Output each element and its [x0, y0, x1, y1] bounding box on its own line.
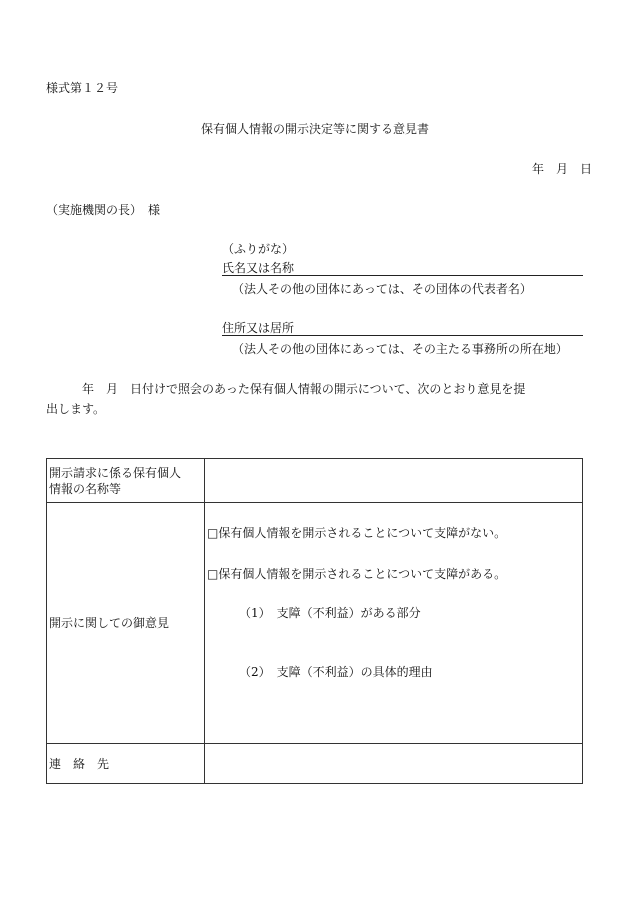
form-number: 様式第１２号	[46, 81, 119, 95]
table-row	[47, 744, 583, 784]
hindrance-option[interactable]: □保有個人情報を開示されることについて支障がある。	[207, 567, 507, 581]
table-row	[47, 459, 583, 503]
contact-value[interactable]	[205, 744, 583, 784]
contact-label: 連 絡 先	[47, 744, 205, 784]
date-line: 年 月 日	[531, 162, 592, 176]
name-note: （法人その他の団体にあっては、その団体の代表者名）	[232, 282, 532, 296]
address-note: （法人その他の団体にあっては、その主たる事務所の所在地）	[232, 342, 568, 356]
request-info-label-line2: 情報の名称等	[49, 481, 122, 496]
hindrance-part-label: （1） 支障（不利益）がある部分	[239, 606, 421, 620]
hindrance-reason-label: （2） 支障（不利益）の具体的理由	[239, 665, 433, 679]
document-title: 保有個人情報の開示決定等に関する意見書	[200, 122, 429, 136]
name-underline	[222, 275, 583, 276]
no-hindrance-option[interactable]: □保有個人情報を開示されることについて支障がない。	[207, 526, 507, 540]
address-label: 住所又は居所	[222, 321, 295, 335]
body-text-line1: 年 月 日付けで照会のあった保有個人情報の開示について、次のとおり意見を提	[46, 382, 526, 396]
request-info-label	[47, 459, 205, 503]
opinion-cell	[205, 503, 583, 744]
opinion-label: 開示に関しての御意見	[47, 503, 205, 744]
body-text-line2: 出します。	[46, 402, 106, 416]
addressee: （実施機関の長） 様	[46, 203, 161, 217]
opinion-table	[46, 458, 583, 784]
name-label: 氏名又は名称	[222, 261, 295, 275]
request-info-value[interactable]	[205, 459, 583, 503]
request-info-label-line1: 開示請求に係る保有個人	[49, 465, 182, 480]
address-underline	[222, 335, 583, 336]
furigana-label: （ふりがな）	[222, 242, 295, 256]
table-row	[47, 503, 583, 744]
